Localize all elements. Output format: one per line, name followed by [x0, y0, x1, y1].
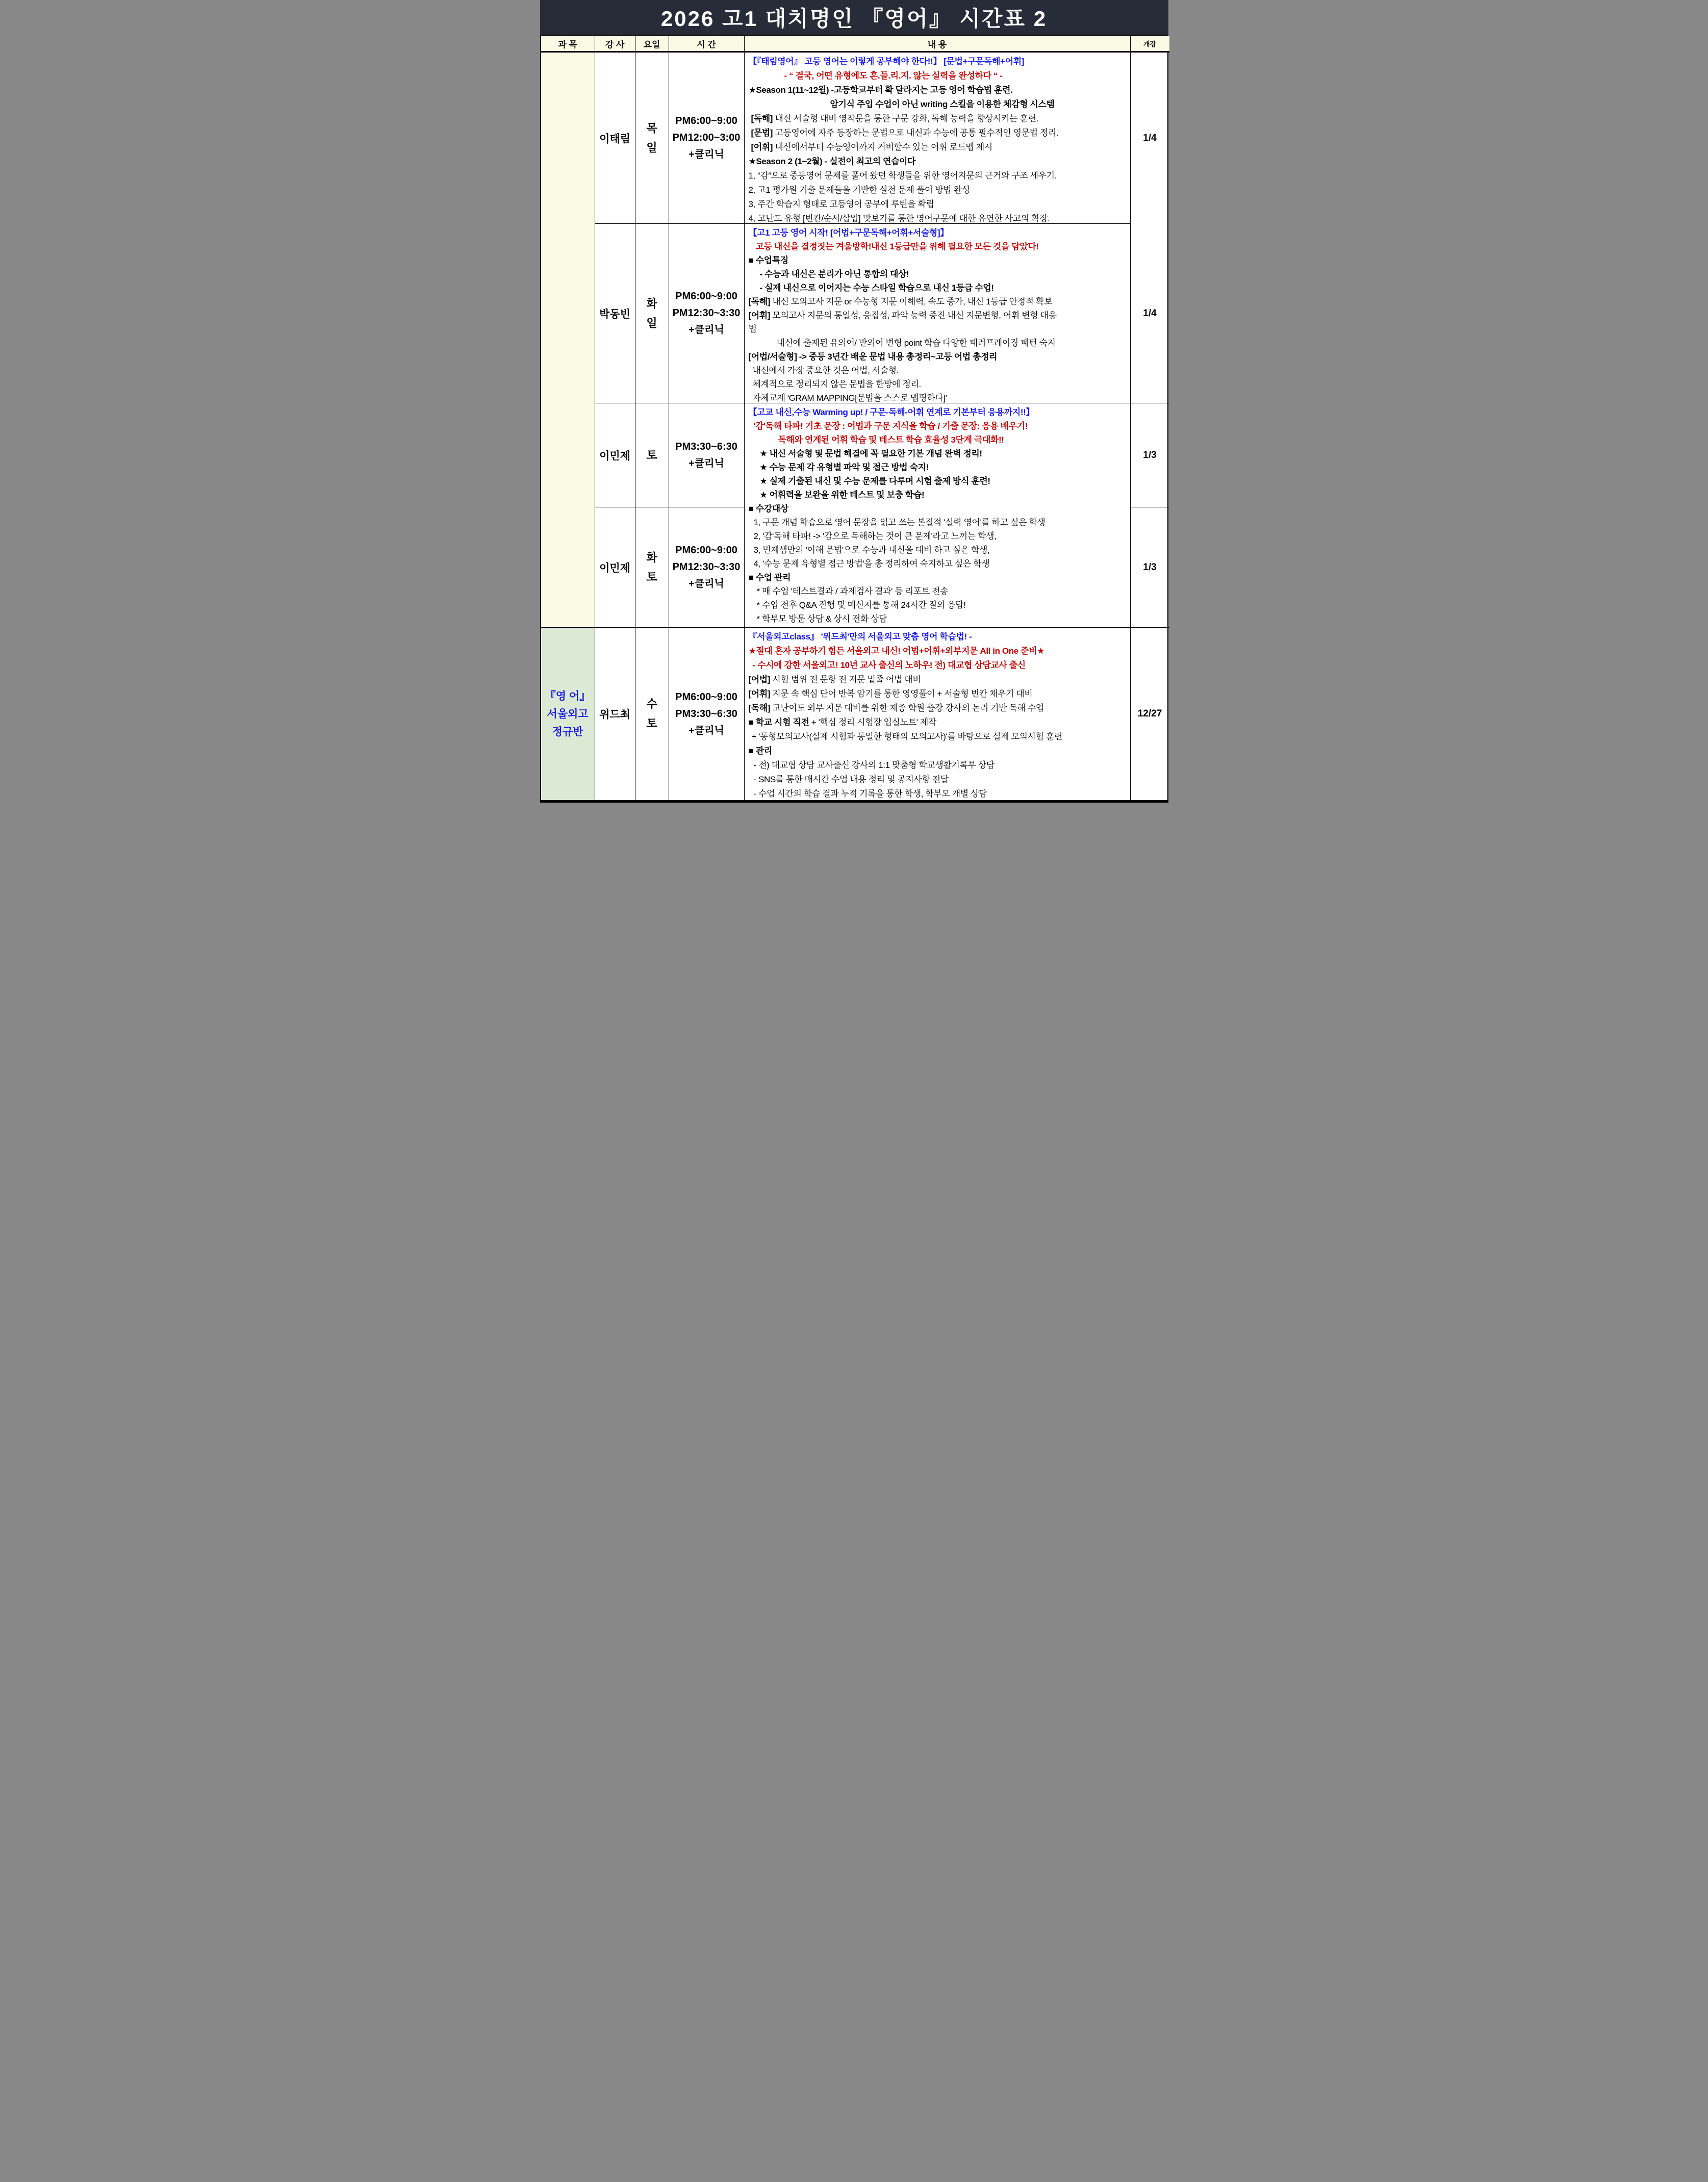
time-cell-row3 [669, 403, 745, 507]
text-line: 토 [646, 570, 657, 583]
text-line: ■ 수업 관리 [748, 573, 791, 582]
bold-prefix: [어휘] [748, 311, 771, 320]
text-line: ★ 수능 문제 각 유형별 파악 및 접근 방법 숙지! [759, 463, 929, 472]
bold-prefix: [독해] [751, 114, 773, 123]
text-line: 법 [748, 324, 757, 334]
content-cell-row1 [745, 53, 1131, 224]
bold-prefix: [어휘] [748, 689, 771, 699]
timetable-page [540, 0, 1168, 803]
text-line: +클리닉 [689, 457, 724, 469]
text-line: [독해] 내신 서술형 대비 영작문을 통한 구문 강화, 독해 능력을 향상시키는 훈련. [751, 114, 1038, 123]
bold-prefix: [어휘] [751, 142, 773, 152]
timetable-grid [540, 36, 1168, 803]
text-line: 【고교 내신,수능 Warming up! / 구문-독해-어휘 연계로 기본부터 응용까지!!】 [748, 407, 1035, 417]
bold-prefix: [어법/서술형] [748, 352, 797, 362]
start-cell-row4: 1/3 [1131, 507, 1169, 628]
day-cell-row2 [635, 224, 669, 403]
day-cell-row3 [635, 403, 669, 507]
text-line: 2, 고1 평가원 기출 문제들을 기반한 실전 문제 풀이 방법 완성 [748, 185, 970, 195]
time-cell-row4 [669, 507, 745, 628]
text-line: * 수업 전후 Q&A 진행 및 메신저를 통해 24시간 질의 응답! [756, 600, 966, 610]
text-line: * 학부모 방문 상담 & 상시 전화 상담 [756, 614, 887, 624]
text-line: 고등 내신을 결정짓는 겨울방학!내신 1등급만을 위해 필요한 모든 것을 담았다! [755, 242, 1039, 251]
teacher-cell-row4: 이민제 [595, 507, 635, 628]
text-line: ★Season 1(11~12월) -고등학교부터 확 달라지는 고등 영어 학습법 훈련. [748, 85, 1013, 95]
bold-prefix: [문법] [751, 128, 773, 138]
teacher-cell-row1: 이태림 [595, 53, 635, 224]
text-line: 수 [646, 698, 657, 710]
text-line: 화 [646, 551, 657, 564]
start-cell-row3: 1/3 [1131, 403, 1169, 507]
text-line: [어법/서술형] -> 중등 3년간 배운 문법 내용 총정리~고등 어법 총정리 [748, 352, 998, 362]
text-line: 암기식 주입 수업이 아닌 writing 스킬을 이용한 체감형 시스템 [830, 99, 1055, 109]
text-line: - SNS를 통한 매시간 수업 내용 정리 및 공지사항 전달 [753, 775, 949, 784]
text-line: - 수능과 내신은 분리가 아닌 통합의 대상! [759, 269, 909, 279]
text-line: 체계적으로 정리되지 않은 문법을 한방에 정리. [752, 379, 921, 389]
teacher-cell-row2: 박동빈 [595, 224, 635, 403]
text-line: 2, '감'독해 타파! -> '감으로 독해하는 것이 큰 문제'라고 느끼는 학생, [753, 531, 997, 541]
text-line: 일 [646, 316, 657, 329]
text-line: ■ 학교 시험 직전 + '핵심 정리 시험장 입실노트' 제작 [748, 717, 936, 727]
text-line: 목 [646, 121, 657, 135]
time-cell-row1 [669, 53, 745, 224]
text-line: PM6:00~9:00 [675, 691, 737, 703]
text-line: ★Season 2 (1~2월) - 실전이 최고의 연습이다 [748, 157, 916, 166]
text-line: 4, '수능 문제 유형별 접근 방법'을 총 정리하여 숙지하고 싶은 학생 [753, 559, 990, 569]
text-line: [어휘] 지문 속 핵심 단어 반복 암기를 통한 영영풀이 + 서술형 빈칸 채우기 대비 [748, 689, 1033, 699]
text-line: '감'독해 타파! 기초 문장 : 어법과 구문 지식을 학습 / 기출 문장: 응용 배우기! [753, 421, 1028, 431]
text-line: 3, 민제샘만의 '이해 문법'으로 수능과 내신을 대비 하고 싶은 학생, [753, 545, 990, 555]
text-line: 【고1 고등 영어 시작! [어법+구문독해+어휘+서술형]】 [748, 228, 949, 238]
time-cell-row5 [669, 628, 745, 800]
text-line: 내신에 출제된 유의어/ 반의어 변형 point 학습 다양한 패러프레이징 패턴 숙지 [776, 338, 1056, 348]
text-line: - 수업 시간의 학습 결과 누적 기록을 통한 학생, 학부모 개별 상담 [753, 789, 987, 799]
text-line: 일 [646, 141, 657, 154]
text-line: PM6:00~9:00 [675, 115, 737, 126]
text-line: [독해] 고난이도 외부 지문 대비를 위한 재종 학원 출강 강사의 논리 기반 독해 수업 [748, 703, 1044, 713]
text-line: 정규반 [552, 726, 583, 738]
text-line: 『서울외고class』 '위드최'만의 서울외고 맞춤 영어 학습법! - [748, 632, 972, 641]
text-line: PM6:00~9:00 [675, 545, 737, 556]
day-cell-row5 [635, 628, 669, 800]
text-line: ■ 관리 [748, 746, 772, 756]
text-line: +클리닉 [689, 725, 724, 736]
teacher-cell-row5: 위드최 [595, 628, 635, 800]
bold-prefix: ■ 학교 시험 직전 [748, 717, 809, 727]
content-cell-rows3-4 [745, 403, 1131, 628]
text-line: [독해] 내신 모의고사 지문 or 수능형 지문 이해력, 속도 증가, 내신 1등급 안정적 확보 [748, 297, 1052, 306]
start-cell-row1: 1/4 [1143, 133, 1157, 143]
text-line: - 전) 대교협 상담 교사출신 강사의 1:1 맞춤형 학교생활기록부 상담 [753, 760, 995, 770]
text-line: ★ 어휘력을 보완을 위한 테스트 및 보충 학습! [759, 490, 925, 500]
day-cell-row4 [635, 507, 669, 628]
bold-prefix: [독해] [748, 297, 771, 306]
text-line: 토 [646, 448, 657, 461]
text-line: ■ 수강대상 [748, 504, 788, 514]
text-line: 3, 주간 학습지 형태로 고등영어 공부에 루틴을 확립 [748, 199, 934, 209]
text-line: PM6:00~9:00 [675, 291, 737, 302]
text-line: +클리닉 [689, 149, 724, 160]
text-line: ★ 내신 서술형 및 문법 해결에 꼭 필요한 기본 개념 완벽 정리! [759, 449, 982, 458]
text-line: 토 [646, 717, 657, 730]
bold-prefix: [독해] [748, 703, 771, 713]
teacher-cell-row3: 이민제 [595, 403, 635, 507]
content-cell-row2 [745, 224, 1131, 403]
text-line: * 매 수업 '테스트결과 / 과제검사 결과' 등 리포트 전송 [756, 586, 949, 596]
text-line: 4, 고난도 유형 [빈칸/순서/삽입] 맛보기를 통한 영어구문에 대한 유연한 사고의 확장. [748, 214, 1050, 223]
col-header-time: 시 간 [669, 36, 745, 53]
text-line: ★절대 혼자 공부하기 힘든 서울외고 내신! 어법+어휘+외부지문 All in One 준비★ [748, 646, 1044, 656]
text-line: PM12:30~3:30 [672, 307, 741, 319]
text-line: 내신에서 가장 중요한 것은 어법, 서술형. [752, 366, 899, 375]
text-line: ★ 실제 기출된 내신 및 수능 문제를 다루며 시험 출제 방식 훈련! [759, 476, 990, 486]
text-line: PM12:00~3:00 [672, 132, 741, 143]
col-header-day: 요일 [635, 36, 669, 53]
text-line: [문법] 고등영어에 자주 등장하는 문법으로 내신과 수능에 공통 필수적인 영문법 정리. [751, 128, 1059, 138]
text-line: PM3:30~6:30 [675, 708, 737, 720]
subject-cell-rows1-4 [541, 53, 595, 628]
text-line: + '동형모의고사(실제 시험과 동일한 형태의 모의고사)'를 바탕으로 실제 모의시험 훈련 [751, 732, 1062, 741]
page-title: 2026 고1 대치명인 『영어』 시간표 2 [660, 7, 1048, 31]
text-line: 1, 구문 개념 학습으로 영어 문장을 읽고 쓰는 본질적 '실력 영어'를 하고 싶은 학생 [753, 518, 1046, 527]
text-line: 독해와 연계된 어휘 학습 및 테스트 학습 효율성 3단계 극대화!! [778, 435, 1004, 445]
text-line: 자체교재 'GRAM MAPPING[문법을 스스로 맵핑하다]' [752, 393, 947, 403]
text-line: +클리닉 [689, 324, 724, 336]
text-line: 화 [646, 297, 657, 310]
text-line: PM3:30~6:30 [675, 441, 737, 452]
time-cell-row2 [669, 224, 745, 403]
day-cell-row1 [635, 53, 669, 224]
content-cell-row5 [745, 628, 1131, 800]
text-line: - 수시에 강한 서울외고! 10년 교사 출신의 노하우! 전) 대교협 상담교사 출신 [752, 660, 1026, 670]
text-line: PM12:30~3:30 [672, 561, 741, 573]
text-line: ■ 수업특징 [748, 255, 788, 265]
subject-cell-row5 [541, 628, 595, 800]
text-line: [어휘] 내신에서부터 수능영어까지 커버할수 있는 어휘 로드맵 제시 [751, 142, 992, 152]
col-header-teacher: 강 사 [595, 36, 635, 53]
text-line: 서울외고 [547, 708, 589, 720]
col-header-content: 내 용 [745, 36, 1131, 53]
col-header-start: 개강 [1131, 36, 1169, 53]
text-line: - 실제 내신으로 이어지는 수능 스타일 학습으로 내신 1등급 수업! [759, 283, 994, 293]
col-header-subject: 과 목 [541, 36, 595, 53]
start-cell-row5: 12/27 [1137, 708, 1162, 719]
text-line: +클리닉 [689, 578, 724, 589]
text-line: [어휘] 모의고사 지문의 통일성, 응집성, 파악 능력 증진 내신 지문변형, 어휘 변형 대응 [748, 311, 1057, 320]
text-line: 【『태림영어』 고등 영어는 이렇게 공부해야 한다!!】 [문법+구문독해+어휘] [748, 57, 1025, 66]
bold-prefix: [어법] [748, 675, 771, 684]
text-line: 1, “감”으로 중등영어 문제를 풀어 왔던 학생들을 위한 영어지문의 근거와 구조 세우기. [748, 171, 1057, 181]
title-bar [540, 0, 1168, 36]
text-line: 『영 어』 [545, 690, 591, 702]
start-cell-row2: 1/4 [1131, 224, 1169, 403]
text-line: - “ 결국, 어떤 유형에도 흔.들.리.지. 않는 실력을 완성하다 “ - [784, 71, 1003, 81]
text-line: [어법] 시험 범위 전 문항 전 지문 밑줄 어법 대비 [748, 675, 921, 684]
